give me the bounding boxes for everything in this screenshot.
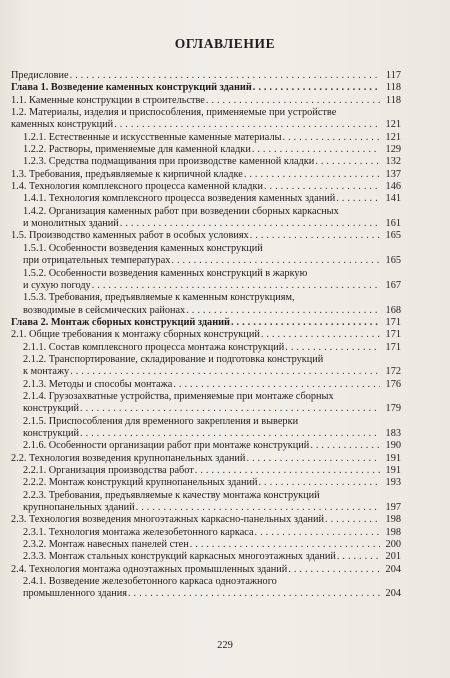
toc-entry[interactable]: [11, 169, 401, 181]
toc-entry-text: Предисловие: [11, 70, 69, 81]
toc-page-number: 161: [385, 218, 401, 230]
dot-leader: [80, 428, 380, 440]
toc-entry[interactable]: [11, 416, 401, 441]
toc-entry-text: конструкций: [23, 427, 80, 439]
toc-entry-text: 2.2.3. Требования, предъявляемые к качеству монтажа конструкций: [23, 489, 320, 501]
toc-entry-text: 1.3. Требования, предъявляемые к кирпичной кладке: [11, 168, 243, 180]
toc-entry-text: 1.1. Каменные конструкции в строительстве: [11, 94, 205, 106]
toc-page-number: 141: [385, 193, 401, 205]
table-of-contents: [11, 70, 401, 601]
toc-page-number: 129: [385, 144, 401, 156]
toc-entry[interactable]: [11, 514, 401, 526]
toc-page-number: 121: [385, 119, 401, 131]
toc-page-number: 137: [385, 168, 401, 180]
toc-entry[interactable]: [11, 95, 401, 107]
dot-leader: [244, 169, 380, 181]
toc-entry[interactable]: [11, 551, 401, 563]
toc-page-number: 165: [385, 255, 401, 267]
dot-leader: [173, 379, 380, 391]
toc-entry[interactable]: [11, 156, 401, 168]
dot-leader: [136, 502, 380, 514]
dot-leader: [70, 70, 380, 82]
toc-entry-text: 2.3.2. Монтаж навесных панелей стен: [23, 539, 189, 551]
toc-entry-text: 2.4.1. Возведение железобетонного каркаса одноэтажного: [23, 576, 277, 588]
dot-leader: [80, 403, 380, 415]
toc-entry[interactable]: [11, 564, 401, 576]
dot-leader: [190, 539, 380, 551]
dot-leader: [310, 440, 380, 452]
toc-entry-text: 2.1.5. Приспособления для временного закрепления и выверки: [23, 415, 299, 427]
dot-leader: [261, 329, 380, 341]
dot-leader: [128, 588, 380, 600]
toc-entry-text: 2.3. Технология возведения многоэтажных каркасно-панельных зданий: [11, 514, 325, 526]
toc-entry[interactable]: [11, 181, 401, 193]
toc-page-number: 167: [385, 279, 401, 291]
toc-page-number: 171: [385, 316, 401, 328]
toc-entry[interactable]: [11, 576, 401, 601]
toc-page-number: 191: [385, 465, 401, 476]
toc-page-number: 176: [385, 378, 401, 390]
toc-entry-text: 2.1.3. Методы и способы монтажа: [23, 378, 173, 390]
toc-entry[interactable]: [11, 465, 401, 477]
dot-leader: [336, 193, 380, 205]
toc-entry-text: 1.2. Материалы, изделия и приспособления, применяемые при устройстве: [11, 107, 337, 119]
toc-entry-text: 1.2.1. Естественные и искусственные каменные материалы: [23, 131, 282, 143]
toc-entry-text: конструкций: [23, 403, 80, 415]
toc-page-number: 191: [385, 452, 401, 464]
dot-leader: [325, 514, 380, 526]
toc-entry[interactable]: [11, 243, 401, 268]
toc-entry[interactable]: [11, 230, 401, 242]
toc-entry-text: 2.2. Технология возведения крупнопанельных зданий: [11, 452, 246, 464]
toc-entry-text: 1.2.3. Средства подмащивания при производстве каменной кладки: [23, 156, 315, 168]
toc-page-number: 117: [385, 70, 401, 81]
toc-entry-text: при отрицательных температурах: [23, 255, 171, 267]
toc-entry-text: 2.1.6. Особенности организации работ при монтаже конструкций: [23, 440, 310, 452]
dot-leader: [231, 317, 380, 329]
toc-page-number: 204: [385, 563, 401, 575]
dot-leader: [92, 280, 380, 292]
dot-leader: [171, 255, 380, 267]
toc-entry-text: 2.2.1. Организация производства работ: [23, 465, 194, 476]
toc-entry-text: 1.4.2. Организация каменных работ при возведении сборных каркасных: [23, 205, 339, 217]
toc-entry[interactable]: [11, 391, 401, 416]
toc-page-number: 132: [385, 156, 401, 168]
toc-entry-text: 1.5. Производство каменных работ в особых условиях: [11, 230, 249, 242]
toc-page-number: 183: [385, 427, 401, 439]
dot-leader: [264, 181, 380, 193]
toc-page-number: 200: [385, 539, 401, 551]
toc-entry-text: 2.1. Общие требования к монтажу сборных конструкций: [11, 329, 260, 341]
toc-entry-text: к монтажу: [23, 366, 70, 378]
toc-page-number: 179: [385, 403, 401, 415]
toc-entry-text: 1.4.1. Технология комплексного процесса возведения каменных зданий: [23, 193, 336, 205]
toc-entry-text: возводимые в сейсмических районах: [23, 304, 186, 316]
toc-entry-text: 2.4. Технология монтажа одноэтажных промышленных зданий: [11, 563, 288, 575]
dot-leader: [337, 551, 380, 563]
dot-leader: [259, 477, 381, 489]
toc-entry-text: 2.1.1. Состав комплексного процесса монтажа конструкций: [23, 341, 285, 353]
toc-entry[interactable]: [11, 329, 401, 341]
toc-entry-text: 2.1.4. Грузозахватные устройства, применяемые при монтаже сборных: [23, 390, 334, 402]
toc-page-number: 165: [385, 230, 401, 242]
dot-leader: [186, 305, 380, 317]
toc-entry-text: 1.5.2. Особенности возведения каменных конструкций в жаркую: [23, 267, 308, 279]
toc-page-number: 118: [385, 94, 401, 106]
toc-entry[interactable]: [11, 132, 401, 144]
toc-entry[interactable]: [11, 268, 401, 293]
dot-leader: [120, 218, 380, 230]
toc-entry-text: 1.5.3. Требования, предъявляемые к каменным конструкциям,: [23, 292, 295, 304]
toc-entry-text: Глава 1. Возведение каменных конструкций зданий: [11, 82, 252, 94]
dot-leader: [255, 527, 380, 539]
toc-entry[interactable]: [11, 70, 401, 82]
toc-page-number: 204: [385, 588, 401, 600]
toc-entry[interactable]: [11, 317, 401, 329]
toc-entry[interactable]: [11, 82, 401, 94]
toc-entry-text: 1.4. Технология комплексного процесса каменной кладки: [11, 181, 263, 193]
toc-entry[interactable]: [11, 144, 401, 156]
dot-leader: [288, 564, 380, 576]
toc-entry[interactable]: [11, 292, 401, 317]
toc-entry-text: Глава 2. Монтаж сборных конструкций зданий: [11, 316, 230, 328]
toc-page-number: 168: [385, 304, 401, 316]
toc-entry[interactable]: [11, 354, 401, 379]
toc-entry-text: 2.3.1. Технология монтажа железобетонного каркаса: [23, 526, 254, 538]
toc-entry[interactable]: [11, 453, 401, 465]
dot-leader: [315, 156, 380, 168]
toc-page-number: 146: [385, 181, 401, 193]
toc-page-number: 198: [385, 526, 401, 538]
dot-leader: [252, 144, 380, 156]
toc-entry[interactable]: [11, 477, 401, 489]
toc-entry-text: 2.2.2. Монтаж конструкций крупнопанельных зданий: [23, 477, 258, 489]
toc-page-number: 171: [385, 341, 401, 353]
toc-entry-text: 2.3.3. Монтаж стальных конструкций каркасных многоэтажных зданий: [23, 551, 336, 563]
toc-page-number: 198: [385, 514, 401, 526]
toc-entry-text: и сухую погоду: [23, 279, 91, 291]
dot-leader: [250, 230, 380, 242]
dot-leader: [114, 119, 380, 131]
toc-entry-text: и монолитных зданий: [23, 218, 119, 230]
toc-entry-text: 2.1.2. Транспортирование, складирование и подготовка конструкций: [23, 353, 324, 365]
toc-entry[interactable]: [11, 206, 401, 231]
toc-entry[interactable]: [11, 379, 401, 391]
toc-page-number: 197: [385, 502, 401, 514]
dot-leader: [283, 132, 380, 144]
toc-entry-text: 1.5.1. Особенности возведения каменных конструкций: [23, 242, 263, 254]
toc-entry[interactable]: [11, 193, 401, 205]
page-title: ОГЛАВЛЕНИЕ: [174, 36, 276, 51]
toc-entry-text: каменных конструкций: [11, 119, 114, 131]
toc-page-number: 171: [385, 329, 401, 341]
toc-entry[interactable]: [11, 342, 401, 354]
toc-page-number: 121: [385, 131, 401, 143]
toc-page-number: 201: [385, 551, 401, 563]
toc-page-number: 118: [385, 82, 401, 94]
toc-entry-text: 1.2.2. Растворы, применяемые для каменной кладки: [23, 144, 251, 156]
dot-leader: [285, 342, 380, 354]
toc-entry[interactable]: [11, 539, 401, 551]
toc-page-number: 193: [385, 477, 401, 489]
toc-page-number: 190: [385, 440, 401, 452]
page-number: 229: [217, 640, 233, 651]
toc-page-number: 172: [385, 366, 401, 378]
dot-leader: [246, 453, 380, 465]
toc-entry-text: крупнопанельных зданий: [23, 502, 135, 514]
dot-leader: [253, 82, 380, 94]
toc-entry-text: промышленного здания: [23, 588, 127, 600]
toc-entry[interactable]: [11, 490, 401, 515]
toc-entry[interactable]: [11, 527, 401, 539]
toc-entry[interactable]: [11, 440, 401, 452]
dot-leader: [70, 366, 380, 378]
toc-entry[interactable]: [11, 107, 401, 132]
dot-leader: [195, 465, 380, 477]
dot-leader: [206, 95, 380, 107]
